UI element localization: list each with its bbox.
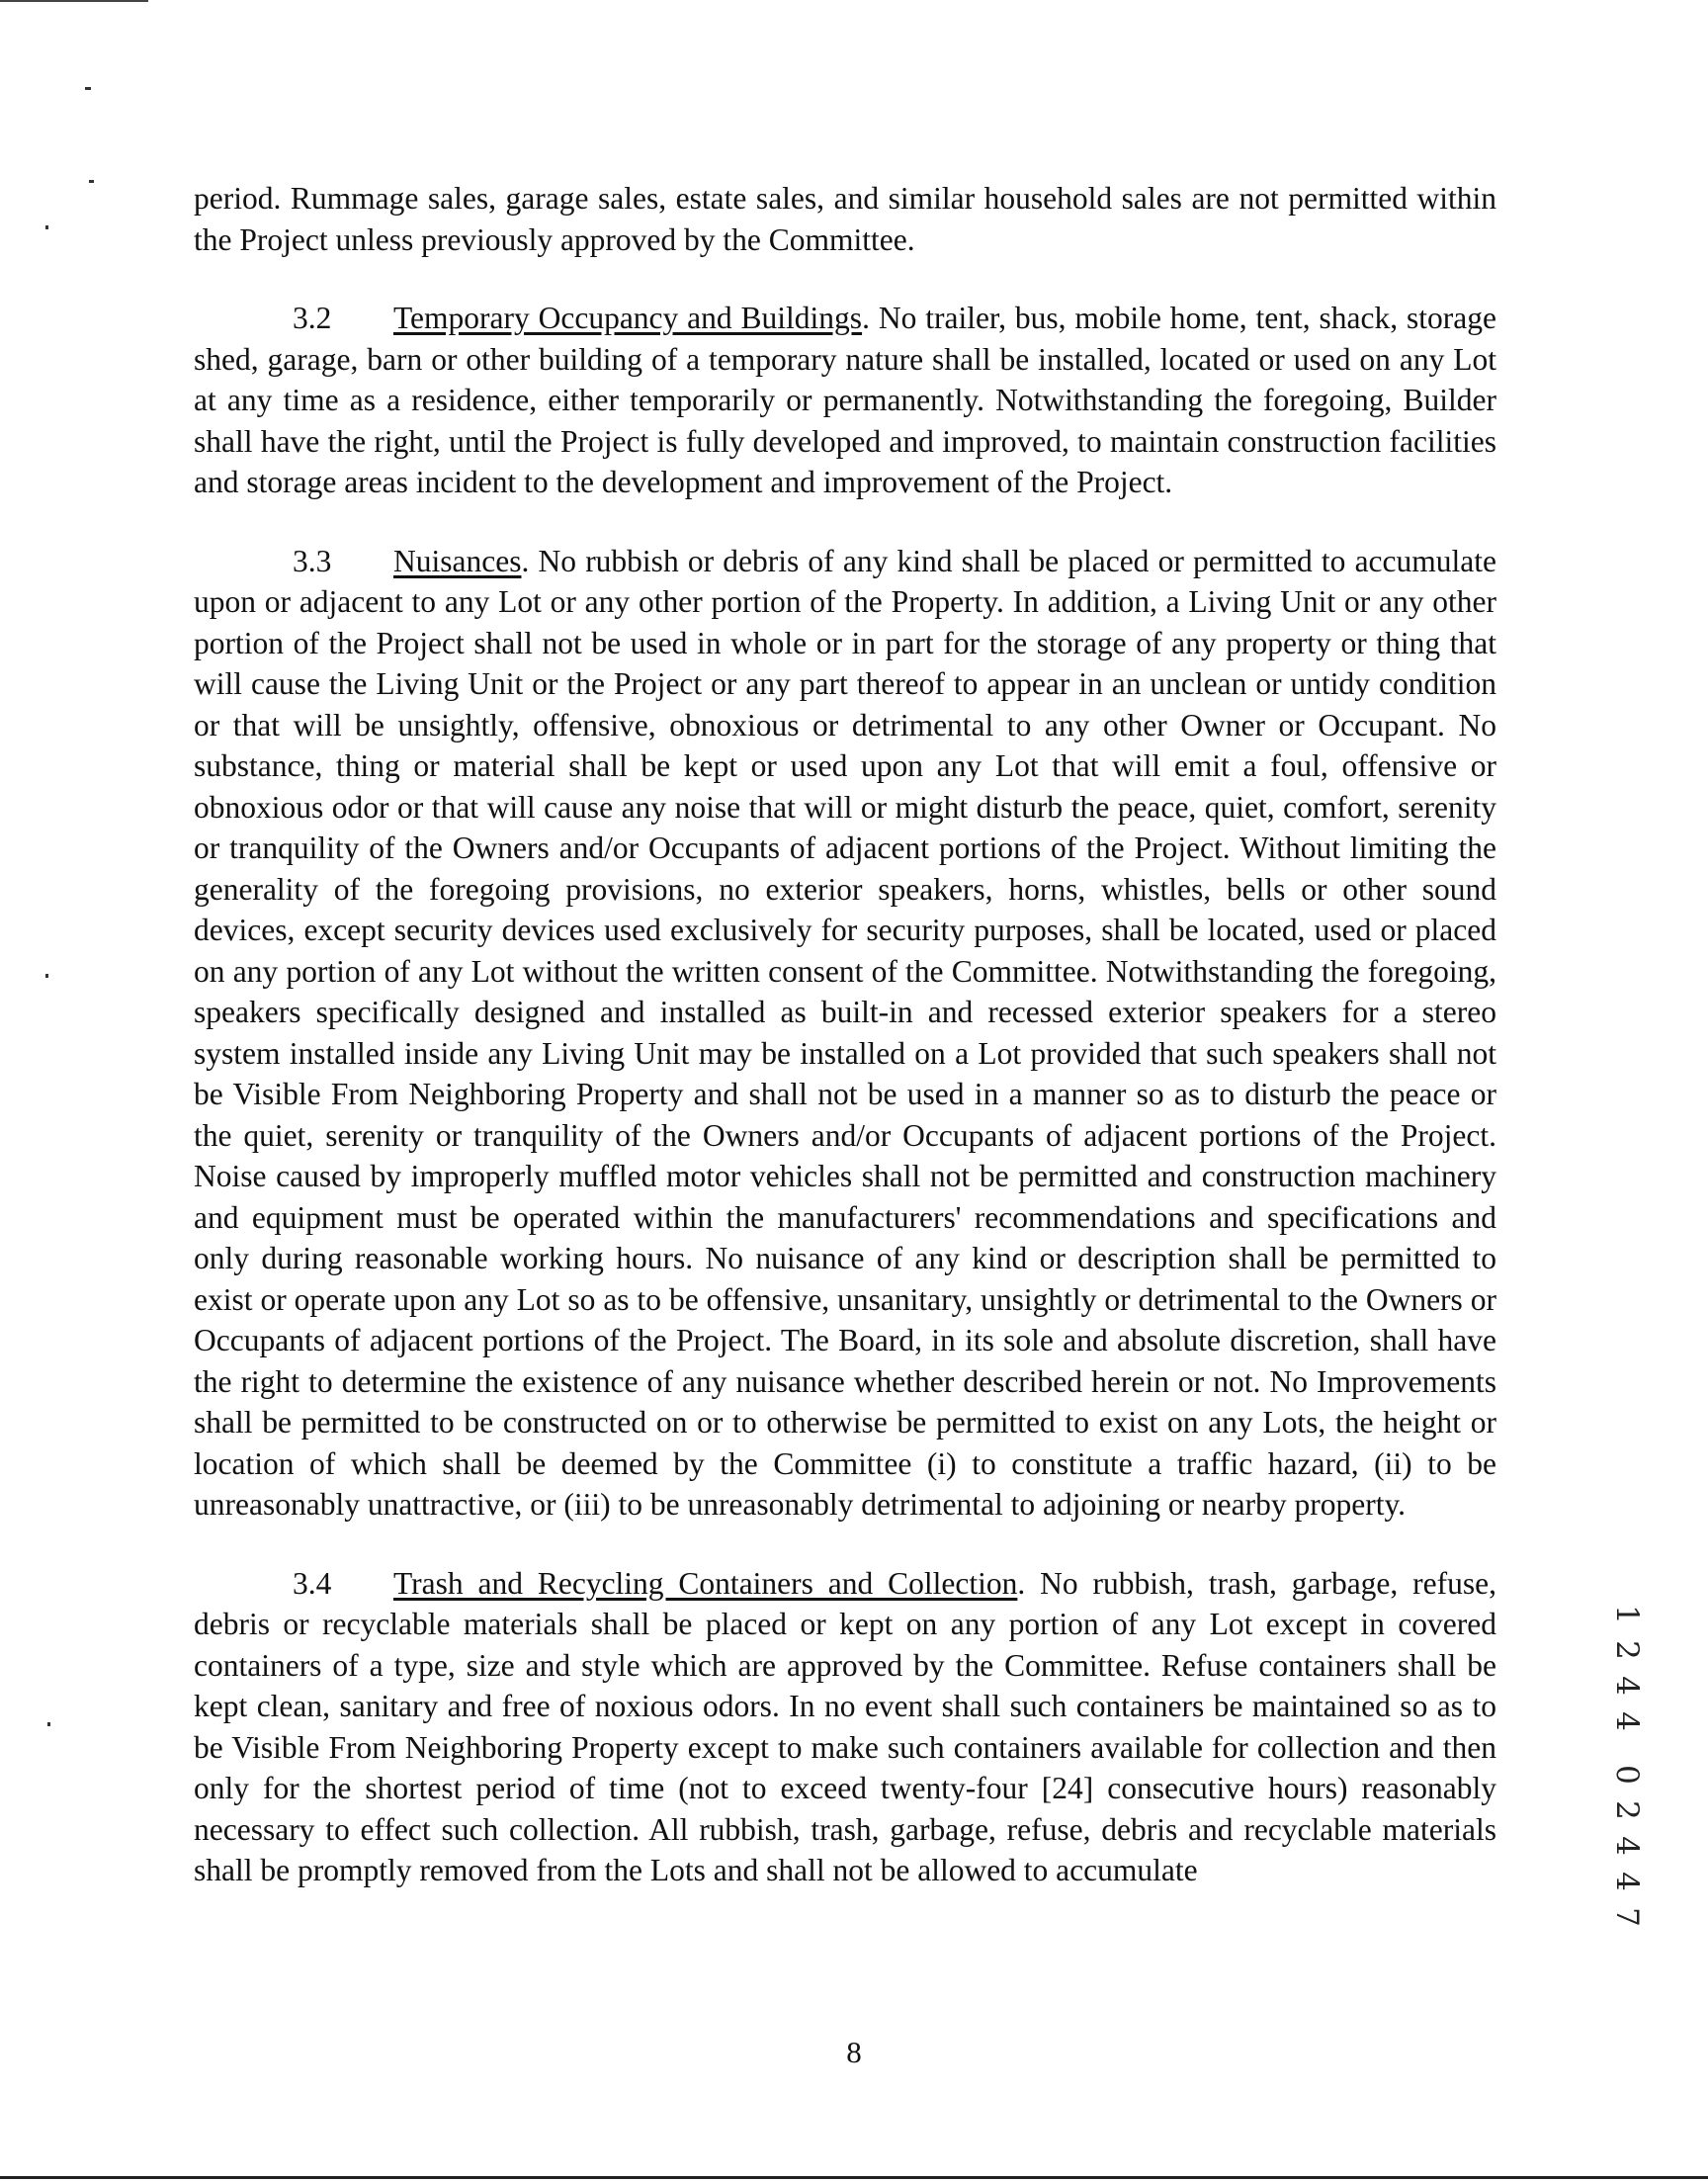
scan-speck — [45, 225, 48, 229]
scan-speck — [85, 87, 91, 90]
stamp-digit: 4 — [1609, 1676, 1645, 1696]
scan-edge-bottom — [0, 2176, 1708, 2179]
section-number: 3.4 — [293, 1565, 332, 1601]
stamp-digit: 1 — [1609, 1605, 1645, 1624]
scan-edge-mark — [0, 0, 148, 2]
scan-speck — [47, 1722, 50, 1726]
section-3-2 — [194, 298, 1496, 503]
section-title: Trash and Recycling Containers and Collection — [393, 1565, 1018, 1601]
stamp-digit: 2 — [1609, 1640, 1645, 1660]
stamp-digit: 2 — [1609, 1800, 1645, 1820]
section-3-3 — [194, 541, 1496, 1526]
section-body: . No rubbish or debris of any kind shall be placed or permitted to accumulate upon or adjacent to any Lot or any other portion of the Property. In addition, a Living Unit or any other portion of the Project shall not be used in whole or in part for the storage of any property or thing that will cause the Living Unit or the Project or any part thereof to appear in an unclean or untidy condition or that will be unsightly, offensive, obnoxious or detrimental to any other Owner or Occupant. No substance, thing or material shall be kept or used upon any Lot that will emit a foul, offensive or obnoxious odor or that will cause any noise that will or might disturb the peace, quiet, comfort, serenity or tranquility of the Owners and/or Occupants of adjacent portions of the Project. Without limiting the generality of the foregoing provisions, no exterior speakers, horns, whistles, bells or other sound devices, except security devices used exclusively for security purposes, shall be located, used or placed on any portion of any Lot without the written consent of the Committee. Notwithstanding the foregoing, speakers specifically designed and installed as built-in and recessed exterior speakers for a stereo system installed inside any Living Unit may be installed on a Lot provided that such speakers shall not be Visible From Neighboring Property and shall not be used in a manner so as to disturb the peace or the quiet, serenity or tranquility of the Owners and/or Occupants of adjacent portions of the Project. Noise caused by improperly muffled motor vehicles shall not be permitted and construction machinery and equipment must be operated within the manufacturers' recommendations and specifications and only during reasonable working hours. No nuisance of any kind or description shall be permitted to exist or operate upon any Lot so as to be offensive, unsanitary, unsightly or detrimental to the Owners or Occupants of adjacent portions of the Project. The Board, in its sole and absolute discretion, shall have the right to determine the existence of any nuisance whether described herein or not. No Improvements shall be permitted to be constructed on or to otherwise be permitted to exist on any Lots, the height or location of which shall be deemed by the Committee (i) to constitute a traffic hazard, (ii) to be unreasonably unattractive, or (iii) to be unreasonably detrimental to adjoining or nearby property. — [194, 543, 1496, 1522]
scan-speck — [45, 974, 48, 978]
page-number: 8 — [846, 2035, 862, 2069]
stamp-digit: 4 — [1609, 1836, 1645, 1856]
scan-speck — [89, 180, 94, 183]
section-body: . No rubbish, trash, garbage, refuse, debris or recyclable materials shall be placed or kept on any portion of any Lot except in covered containers of a type, size and style which are approved by the Committee. Refuse containers shall be kept clean, sanitary and free of noxious odors. In no event shall such containers be maintained so as to be Visible From Neighboring Property except to make such containers available for collection and then only for the shortest period of time (not to exceed twenty-four [24] consecutive hours) reasonably necessary to effect such collection. All rubbish, trash, garbage, refuse, debris and recyclable materials shall be promptly removed from the Lots and shall not be allowed to accumulate — [194, 1565, 1496, 1887]
section-3-4 — [194, 1563, 1496, 1891]
stamp-digit: 4 — [1609, 1711, 1645, 1731]
recording-number-stamp — [1609, 1597, 1645, 1935]
section-number: 3.3 — [293, 543, 332, 578]
stamp-digit: 4 — [1609, 1872, 1645, 1891]
section-title: Temporary Occupancy and Buildings — [393, 301, 863, 335]
document-body — [194, 178, 1496, 1891]
intro-paragraph: period. Rummage sales, garage sales, estate sales, and similar household sales are not permitted within the Project unless previously approved by the Committee. — [194, 181, 1496, 257]
section-body: . No trailer, bus, mobile home, tent, shack, storage shed, garage, barn or other building of a temporary nature shall be installed, located or used on any Lot at any time as a residence, either temporarily or permanently. Notwithstanding the foregoing, Builder shall have the right, until the Project is fully developed and improved, to maintain construction facilities and storage areas incident to the development and improvement of the Project. — [194, 301, 1496, 499]
section-title: Nuisances — [393, 543, 522, 578]
stamp-digit: 0 — [1609, 1765, 1645, 1785]
section-number: 3.2 — [293, 301, 332, 335]
stamp-digit: 7 — [1609, 1907, 1645, 1927]
